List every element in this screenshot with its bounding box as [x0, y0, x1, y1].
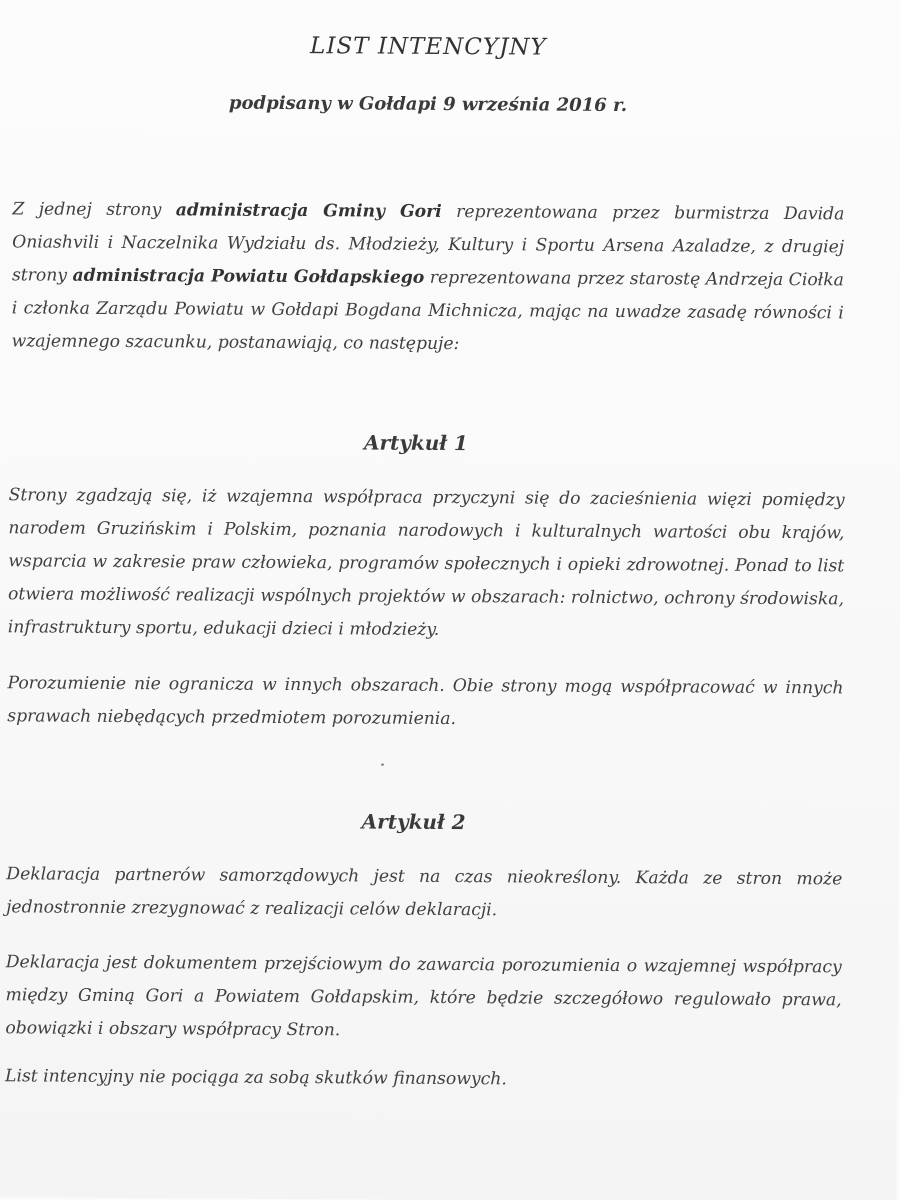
- intro-text-1: Z jednej strony: [12, 199, 176, 221]
- intro-paragraph: [11, 193, 844, 363]
- document-subtitle: podpisany w Gołdapi 9 września 2016 r.: [228, 92, 628, 117]
- article-1-heading: Artykuł 1: [363, 430, 468, 456]
- document-title: LIST INTENCYJNY: [310, 33, 547, 61]
- article-1-paragraph-1: Strony zgadzają się, iż wzajemna współpraca przyczyni się do zacieśnienia więzi pomiędzy narodem Gruzińskim i Polskim, poznania narodowych i kulturalnych wartości obu krajów, wsparcia w zakresie praw człowieka, programów społecznych i opieki zdrowotnej. Ponad to list otwiera możliwość realizacji wspólnych projektów w obszarach: rolnictwo, ochrony środowiska, infrastruktury sportu, edukacji dzieci i młodzieży.: [7, 485, 845, 640]
- article-2-paragraph-2: Deklaracja jest dokumentem przejściowym do zawarcia porozumienia o wzajemnej współpracy między Gminą Gori a Powiatem Gołdapskim, które będzie szczegółowo regulowało prawa, obowiązki i obszary współpracy Stron.: [5, 952, 842, 1041]
- intro-text-2: reprezentowana przez burmistrza Davida Oniashvili i Naczelnika Wydziału ds. Młodzieży, Kultury i Sportu Arsena Azaladze, z drugiej strony: [11, 201, 845, 286]
- intro-text-3: reprezentowana przez starostę Andrzeja Ciołka i członka Zarządu Powiatu w Gołdapi Bogdana Michnicza, mając na uwadze zasadę równości i wzajemnego szacunku, postanawiają, co następuje:: [11, 267, 845, 355]
- party-goldap: administracja Powiatu Gołdapskiego: [72, 265, 425, 288]
- article-2-paragraph-1: Deklaracja partnerów samorządowych jest na czas nieokreślony. Każda ze stron może jednostronnie zrezygnować z realizacji celów deklaracji.: [6, 864, 843, 921]
- article-2-heading: Artykuł 2: [361, 809, 466, 835]
- article-1-paragraph-2: Porozumienie nie ogranicza w innych obszarach. Obie strony mogą współpracować w innych sprawach niebędących przedmiotem porozumienia.: [7, 673, 844, 730]
- paper-speck: [381, 764, 384, 766]
- article-2-paragraph-3: List intencyjny nie pociąga za sobą skutków finansowych.: [5, 1066, 507, 1090]
- party-gori: administracja Gminy Gori: [175, 200, 442, 222]
